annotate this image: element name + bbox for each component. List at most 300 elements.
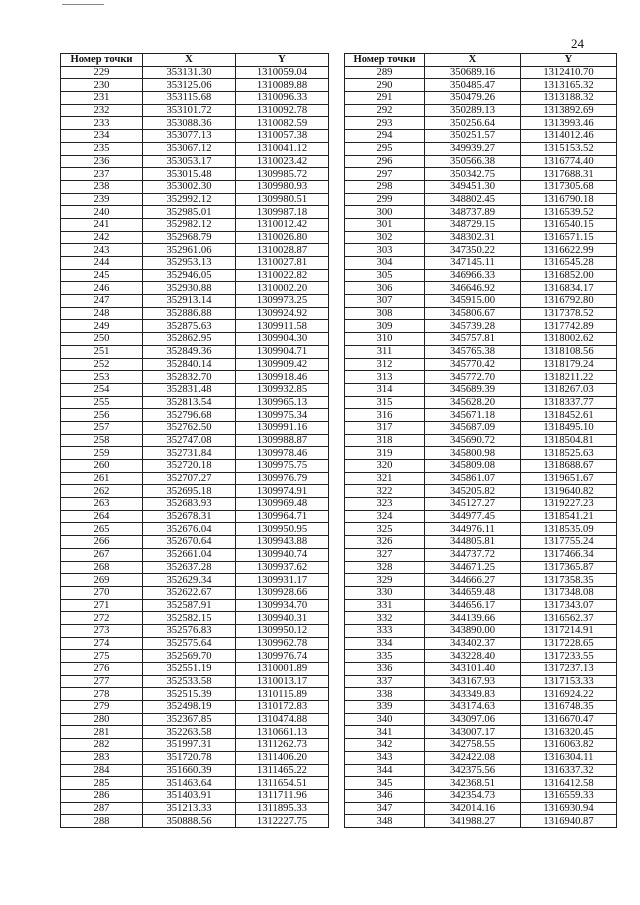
cell-x: 348302.31 bbox=[425, 231, 521, 244]
header-x: X bbox=[143, 54, 236, 67]
cell-y: 1309974.91 bbox=[236, 485, 329, 498]
cell-point-number: 308 bbox=[345, 307, 425, 320]
cell-x: 353015.48 bbox=[143, 168, 236, 181]
header-point-number: Номер точки bbox=[345, 54, 425, 67]
table-row bbox=[345, 320, 617, 333]
cell-x: 342758.55 bbox=[425, 739, 521, 752]
cell-y: 1317358.35 bbox=[521, 574, 617, 587]
cell-point-number: 337 bbox=[345, 675, 425, 688]
table-row bbox=[61, 307, 329, 320]
cell-x: 350888.56 bbox=[143, 815, 236, 828]
cell-point-number: 283 bbox=[61, 751, 143, 764]
cell-y: 1312227.75 bbox=[236, 815, 329, 828]
cell-point-number: 319 bbox=[345, 447, 425, 460]
cell-point-number: 341 bbox=[345, 726, 425, 739]
cell-point-number: 335 bbox=[345, 650, 425, 663]
cell-y: 1316792.80 bbox=[521, 295, 617, 308]
table-row bbox=[61, 168, 329, 181]
cell-x: 352587.91 bbox=[143, 599, 236, 612]
header-x: X bbox=[425, 54, 521, 67]
table-row bbox=[61, 789, 329, 802]
table-row bbox=[345, 510, 617, 523]
cell-x: 352551.19 bbox=[143, 663, 236, 676]
cell-point-number: 304 bbox=[345, 257, 425, 270]
cell-y: 1317688.31 bbox=[521, 168, 617, 181]
cell-point-number: 262 bbox=[61, 485, 143, 498]
cell-y: 1316559.33 bbox=[521, 789, 617, 802]
table-row bbox=[345, 257, 617, 270]
cell-y: 1316337.32 bbox=[521, 764, 617, 777]
cell-y: 1309909.42 bbox=[236, 358, 329, 371]
cell-y: 1310023.42 bbox=[236, 155, 329, 168]
cell-point-number: 316 bbox=[345, 409, 425, 422]
table-row bbox=[345, 434, 617, 447]
cell-y: 1318002.62 bbox=[521, 333, 617, 346]
cell-point-number: 265 bbox=[61, 523, 143, 536]
cell-y: 1310172.83 bbox=[236, 701, 329, 714]
table-row bbox=[61, 536, 329, 549]
cell-y: 1316748.35 bbox=[521, 701, 617, 714]
table-row bbox=[61, 345, 329, 358]
cell-y: 1312410.70 bbox=[521, 66, 617, 79]
cell-point-number: 340 bbox=[345, 713, 425, 726]
cell-x: 350566.38 bbox=[425, 155, 521, 168]
cell-x: 352992.12 bbox=[143, 193, 236, 206]
cell-x: 353002.30 bbox=[143, 180, 236, 193]
cell-x: 343007.17 bbox=[425, 726, 521, 739]
cell-point-number: 241 bbox=[61, 218, 143, 231]
table-row bbox=[345, 523, 617, 536]
cell-point-number: 293 bbox=[345, 117, 425, 130]
table-row bbox=[61, 396, 329, 409]
cell-x: 352670.64 bbox=[143, 536, 236, 549]
table-row bbox=[61, 764, 329, 777]
cell-point-number: 282 bbox=[61, 739, 143, 752]
cell-y: 1316940.87 bbox=[521, 815, 617, 828]
table-row bbox=[61, 104, 329, 117]
table-row bbox=[345, 345, 617, 358]
table-row bbox=[345, 130, 617, 143]
cell-y: 1309931.17 bbox=[236, 574, 329, 587]
table-row bbox=[61, 688, 329, 701]
cell-point-number: 234 bbox=[61, 130, 143, 143]
cell-x: 350289.13 bbox=[425, 104, 521, 117]
cell-x: 352762.50 bbox=[143, 421, 236, 434]
cell-point-number: 339 bbox=[345, 701, 425, 714]
cell-x: 352575.64 bbox=[143, 637, 236, 650]
cell-x: 350342.75 bbox=[425, 168, 521, 181]
cell-point-number: 250 bbox=[61, 333, 143, 346]
cell-x: 352886.88 bbox=[143, 307, 236, 320]
table-row bbox=[61, 510, 329, 523]
table-row bbox=[61, 244, 329, 257]
table-row bbox=[345, 574, 617, 587]
cell-y: 1309980.51 bbox=[236, 193, 329, 206]
coordinates-table-left bbox=[60, 53, 329, 828]
cell-y: 1309985.72 bbox=[236, 168, 329, 181]
cell-x: 353115.68 bbox=[143, 92, 236, 105]
table-header-row bbox=[345, 54, 617, 67]
cell-point-number: 294 bbox=[345, 130, 425, 143]
cell-point-number: 256 bbox=[61, 409, 143, 422]
table-row bbox=[345, 193, 617, 206]
cell-point-number: 292 bbox=[345, 104, 425, 117]
table-row bbox=[345, 637, 617, 650]
table-row bbox=[345, 218, 617, 231]
cell-point-number: 347 bbox=[345, 802, 425, 815]
cell-y: 1309934.70 bbox=[236, 599, 329, 612]
cell-y: 1310096.33 bbox=[236, 92, 329, 105]
cell-x: 350689.16 bbox=[425, 66, 521, 79]
cell-point-number: 232 bbox=[61, 104, 143, 117]
cell-point-number: 246 bbox=[61, 282, 143, 295]
table-row bbox=[345, 624, 617, 637]
table-row bbox=[345, 726, 617, 739]
cell-point-number: 297 bbox=[345, 168, 425, 181]
cell-y: 1309976.74 bbox=[236, 650, 329, 663]
table-row bbox=[345, 548, 617, 561]
cell-point-number: 231 bbox=[61, 92, 143, 105]
cell-x: 352629.34 bbox=[143, 574, 236, 587]
header-y: Y bbox=[236, 54, 329, 67]
table-row bbox=[345, 206, 617, 219]
cell-x: 349451.30 bbox=[425, 180, 521, 193]
cell-x: 352832.70 bbox=[143, 371, 236, 384]
cell-y: 1313892.69 bbox=[521, 104, 617, 117]
cell-x: 351403.91 bbox=[143, 789, 236, 802]
cell-x: 353053.17 bbox=[143, 155, 236, 168]
cell-x: 352498.19 bbox=[143, 701, 236, 714]
cell-point-number: 252 bbox=[61, 358, 143, 371]
cell-point-number: 273 bbox=[61, 624, 143, 637]
cell-x: 352982.12 bbox=[143, 218, 236, 231]
table-row bbox=[345, 231, 617, 244]
cell-x: 344656.17 bbox=[425, 599, 521, 612]
cell-y: 1318337.77 bbox=[521, 396, 617, 409]
cell-y: 1309943.88 bbox=[236, 536, 329, 549]
table-row bbox=[345, 66, 617, 79]
table-row bbox=[61, 650, 329, 663]
table-row bbox=[61, 142, 329, 155]
cell-y: 1316320.45 bbox=[521, 726, 617, 739]
table-row bbox=[61, 193, 329, 206]
table-row bbox=[345, 701, 617, 714]
cell-point-number: 263 bbox=[61, 498, 143, 511]
table-row bbox=[61, 485, 329, 498]
cell-x: 342422.08 bbox=[425, 751, 521, 764]
cell-x: 345770.42 bbox=[425, 358, 521, 371]
cell-y: 1317466.34 bbox=[521, 548, 617, 561]
cell-y: 1310059.04 bbox=[236, 66, 329, 79]
table-row bbox=[61, 726, 329, 739]
cell-point-number: 334 bbox=[345, 637, 425, 650]
cell-point-number: 315 bbox=[345, 396, 425, 409]
cell-x: 345127.27 bbox=[425, 498, 521, 511]
table-row bbox=[61, 206, 329, 219]
table-row bbox=[61, 257, 329, 270]
cell-point-number: 290 bbox=[345, 79, 425, 92]
cell-y: 1309962.78 bbox=[236, 637, 329, 650]
cell-y: 1318211.22 bbox=[521, 371, 617, 384]
table-row bbox=[345, 409, 617, 422]
cell-point-number: 233 bbox=[61, 117, 143, 130]
cell-y: 1310474.88 bbox=[236, 713, 329, 726]
table-row bbox=[61, 548, 329, 561]
table-row bbox=[61, 599, 329, 612]
table-row bbox=[61, 371, 329, 384]
cell-point-number: 229 bbox=[61, 66, 143, 79]
cell-point-number: 348 bbox=[345, 815, 425, 828]
table-row bbox=[345, 536, 617, 549]
cell-y: 1311711.96 bbox=[236, 789, 329, 802]
cell-point-number: 291 bbox=[345, 92, 425, 105]
cell-point-number: 331 bbox=[345, 599, 425, 612]
cell-x: 344671.25 bbox=[425, 561, 521, 574]
cell-x: 346646.92 bbox=[425, 282, 521, 295]
cell-point-number: 313 bbox=[345, 371, 425, 384]
cell-y: 1317153.33 bbox=[521, 675, 617, 688]
table-row bbox=[61, 92, 329, 105]
table-row bbox=[345, 802, 617, 815]
table-row bbox=[61, 460, 329, 473]
cell-x: 352796.68 bbox=[143, 409, 236, 422]
cell-point-number: 330 bbox=[345, 586, 425, 599]
cell-point-number: 345 bbox=[345, 777, 425, 790]
cell-y: 1310027.81 bbox=[236, 257, 329, 270]
cell-point-number: 280 bbox=[61, 713, 143, 726]
cell-x: 345800.98 bbox=[425, 447, 521, 460]
cell-x: 352985.01 bbox=[143, 206, 236, 219]
cell-x: 342368.51 bbox=[425, 777, 521, 790]
cell-x: 351660.39 bbox=[143, 764, 236, 777]
table-row bbox=[61, 612, 329, 625]
table-row bbox=[61, 701, 329, 714]
cell-point-number: 329 bbox=[345, 574, 425, 587]
cell-point-number: 243 bbox=[61, 244, 143, 257]
cell-y: 1309975.75 bbox=[236, 460, 329, 473]
cell-point-number: 299 bbox=[345, 193, 425, 206]
table-row bbox=[345, 650, 617, 663]
table-row bbox=[61, 333, 329, 346]
cell-point-number: 289 bbox=[345, 66, 425, 79]
cell-x: 344977.45 bbox=[425, 510, 521, 523]
cell-point-number: 311 bbox=[345, 345, 425, 358]
cell-point-number: 328 bbox=[345, 561, 425, 574]
cell-y: 1316540.15 bbox=[521, 218, 617, 231]
cell-point-number: 296 bbox=[345, 155, 425, 168]
cell-y: 1315153.52 bbox=[521, 142, 617, 155]
table-row bbox=[345, 713, 617, 726]
cell-y: 1309964.71 bbox=[236, 510, 329, 523]
cell-x: 342354.73 bbox=[425, 789, 521, 802]
cell-x: 352913.14 bbox=[143, 295, 236, 308]
table-row bbox=[345, 498, 617, 511]
cell-x: 345671.18 bbox=[425, 409, 521, 422]
cell-point-number: 342 bbox=[345, 739, 425, 752]
cell-x: 350485.47 bbox=[425, 79, 521, 92]
cell-point-number: 235 bbox=[61, 142, 143, 155]
cell-point-number: 260 bbox=[61, 460, 143, 473]
cell-y: 1309932.85 bbox=[236, 383, 329, 396]
table-row bbox=[61, 79, 329, 92]
cell-x: 343174.63 bbox=[425, 701, 521, 714]
cell-x: 351720.78 bbox=[143, 751, 236, 764]
cell-x: 342375.56 bbox=[425, 764, 521, 777]
cell-x: 343890.00 bbox=[425, 624, 521, 637]
cell-x: 345739.28 bbox=[425, 320, 521, 333]
cell-y: 1310013.17 bbox=[236, 675, 329, 688]
cell-x: 345772.70 bbox=[425, 371, 521, 384]
cell-x: 353088.36 bbox=[143, 117, 236, 130]
cell-y: 1310001.89 bbox=[236, 663, 329, 676]
cell-x: 352831.48 bbox=[143, 383, 236, 396]
cell-y: 1318108.56 bbox=[521, 345, 617, 358]
cell-point-number: 310 bbox=[345, 333, 425, 346]
table-row bbox=[345, 447, 617, 460]
table-row bbox=[61, 802, 329, 815]
table-row bbox=[345, 142, 617, 155]
cell-point-number: 307 bbox=[345, 295, 425, 308]
cell-x: 349939.27 bbox=[425, 142, 521, 155]
coordinates-table-right bbox=[344, 53, 617, 828]
table-row bbox=[61, 815, 329, 828]
table-row bbox=[61, 130, 329, 143]
cell-point-number: 346 bbox=[345, 789, 425, 802]
cell-point-number: 309 bbox=[345, 320, 425, 333]
cell-y: 1310012.42 bbox=[236, 218, 329, 231]
cell-y: 1317305.68 bbox=[521, 180, 617, 193]
table-row bbox=[61, 434, 329, 447]
cell-point-number: 302 bbox=[345, 231, 425, 244]
cell-point-number: 327 bbox=[345, 548, 425, 561]
table-row bbox=[61, 637, 329, 650]
cell-x: 344737.72 bbox=[425, 548, 521, 561]
cell-point-number: 277 bbox=[61, 675, 143, 688]
cell-y: 1317755.24 bbox=[521, 536, 617, 549]
cell-x: 352813.54 bbox=[143, 396, 236, 409]
cell-point-number: 300 bbox=[345, 206, 425, 219]
cell-y: 1316539.52 bbox=[521, 206, 617, 219]
cell-y: 1311654.51 bbox=[236, 777, 329, 790]
cell-x: 352622.67 bbox=[143, 586, 236, 599]
header-point-number: Номер точки bbox=[61, 54, 143, 67]
table-row bbox=[345, 739, 617, 752]
cell-y: 1317343.07 bbox=[521, 599, 617, 612]
cell-point-number: 261 bbox=[61, 472, 143, 485]
cell-y: 1316571.15 bbox=[521, 231, 617, 244]
cell-y: 1316774.40 bbox=[521, 155, 617, 168]
cell-x: 352695.18 bbox=[143, 485, 236, 498]
table-row bbox=[345, 777, 617, 790]
cell-point-number: 338 bbox=[345, 688, 425, 701]
cell-x: 343097.06 bbox=[425, 713, 521, 726]
cell-x: 345915.00 bbox=[425, 295, 521, 308]
cell-x: 345757.81 bbox=[425, 333, 521, 346]
cell-y: 1309950.95 bbox=[236, 523, 329, 536]
cell-x: 352875.63 bbox=[143, 320, 236, 333]
cell-x: 345861.07 bbox=[425, 472, 521, 485]
cell-point-number: 268 bbox=[61, 561, 143, 574]
cell-x: 347145.11 bbox=[425, 257, 521, 270]
cell-y: 1316670.47 bbox=[521, 713, 617, 726]
cell-x: 344659.48 bbox=[425, 586, 521, 599]
table-row bbox=[61, 155, 329, 168]
cell-x: 345809.08 bbox=[425, 460, 521, 473]
cell-x: 345806.67 bbox=[425, 307, 521, 320]
table-row bbox=[61, 561, 329, 574]
table-row bbox=[61, 180, 329, 193]
table-row bbox=[61, 624, 329, 637]
table-row bbox=[345, 168, 617, 181]
cell-y: 1319640.82 bbox=[521, 485, 617, 498]
cell-x: 352953.13 bbox=[143, 257, 236, 270]
cell-point-number: 305 bbox=[345, 269, 425, 282]
cell-y: 1310026.80 bbox=[236, 231, 329, 244]
table-row bbox=[345, 586, 617, 599]
cell-x: 352930.88 bbox=[143, 282, 236, 295]
cell-y: 1309987.18 bbox=[236, 206, 329, 219]
cell-point-number: 322 bbox=[345, 485, 425, 498]
cell-point-number: 317 bbox=[345, 421, 425, 434]
cell-x: 343167.93 bbox=[425, 675, 521, 688]
cell-x: 352683.93 bbox=[143, 498, 236, 511]
cell-y: 1316790.18 bbox=[521, 193, 617, 206]
cell-x: 344976.11 bbox=[425, 523, 521, 536]
cell-y: 1311465.22 bbox=[236, 764, 329, 777]
cell-y: 1309904.30 bbox=[236, 333, 329, 346]
cell-x: 352263.58 bbox=[143, 726, 236, 739]
cell-y: 1309940.31 bbox=[236, 612, 329, 625]
cell-y: 1309980.93 bbox=[236, 180, 329, 193]
table-row bbox=[345, 815, 617, 828]
table-row bbox=[345, 180, 617, 193]
cell-y: 1316930.94 bbox=[521, 802, 617, 815]
table-row bbox=[345, 269, 617, 282]
top-edge-line bbox=[62, 4, 104, 5]
cell-x: 345765.38 bbox=[425, 345, 521, 358]
cell-y: 1310028.87 bbox=[236, 244, 329, 257]
cell-y: 1311262.73 bbox=[236, 739, 329, 752]
header-y: Y bbox=[521, 54, 617, 67]
cell-y: 1318504.81 bbox=[521, 434, 617, 447]
cell-x: 352720.18 bbox=[143, 460, 236, 473]
cell-x: 352678.31 bbox=[143, 510, 236, 523]
cell-x: 344666.27 bbox=[425, 574, 521, 587]
cell-x: 345690.72 bbox=[425, 434, 521, 447]
cell-y: 1318179.24 bbox=[521, 358, 617, 371]
cell-y: 1318541.21 bbox=[521, 510, 617, 523]
cell-y: 1310661.13 bbox=[236, 726, 329, 739]
cell-y: 1309940.74 bbox=[236, 548, 329, 561]
cell-y: 1317228.65 bbox=[521, 637, 617, 650]
table-row bbox=[345, 79, 617, 92]
cell-y: 1310089.88 bbox=[236, 79, 329, 92]
table-row bbox=[61, 751, 329, 764]
cell-point-number: 321 bbox=[345, 472, 425, 485]
cell-y: 1316063.82 bbox=[521, 739, 617, 752]
cell-y: 1309975.34 bbox=[236, 409, 329, 422]
cell-point-number: 284 bbox=[61, 764, 143, 777]
cell-y: 1318495.10 bbox=[521, 421, 617, 434]
cell-point-number: 333 bbox=[345, 624, 425, 637]
table-row bbox=[345, 117, 617, 130]
cell-y: 1317237.13 bbox=[521, 663, 617, 676]
table-row bbox=[345, 764, 617, 777]
cell-x: 343101.40 bbox=[425, 663, 521, 676]
cell-point-number: 298 bbox=[345, 180, 425, 193]
cell-y: 1309937.62 bbox=[236, 561, 329, 574]
cell-y: 1310057.38 bbox=[236, 130, 329, 143]
